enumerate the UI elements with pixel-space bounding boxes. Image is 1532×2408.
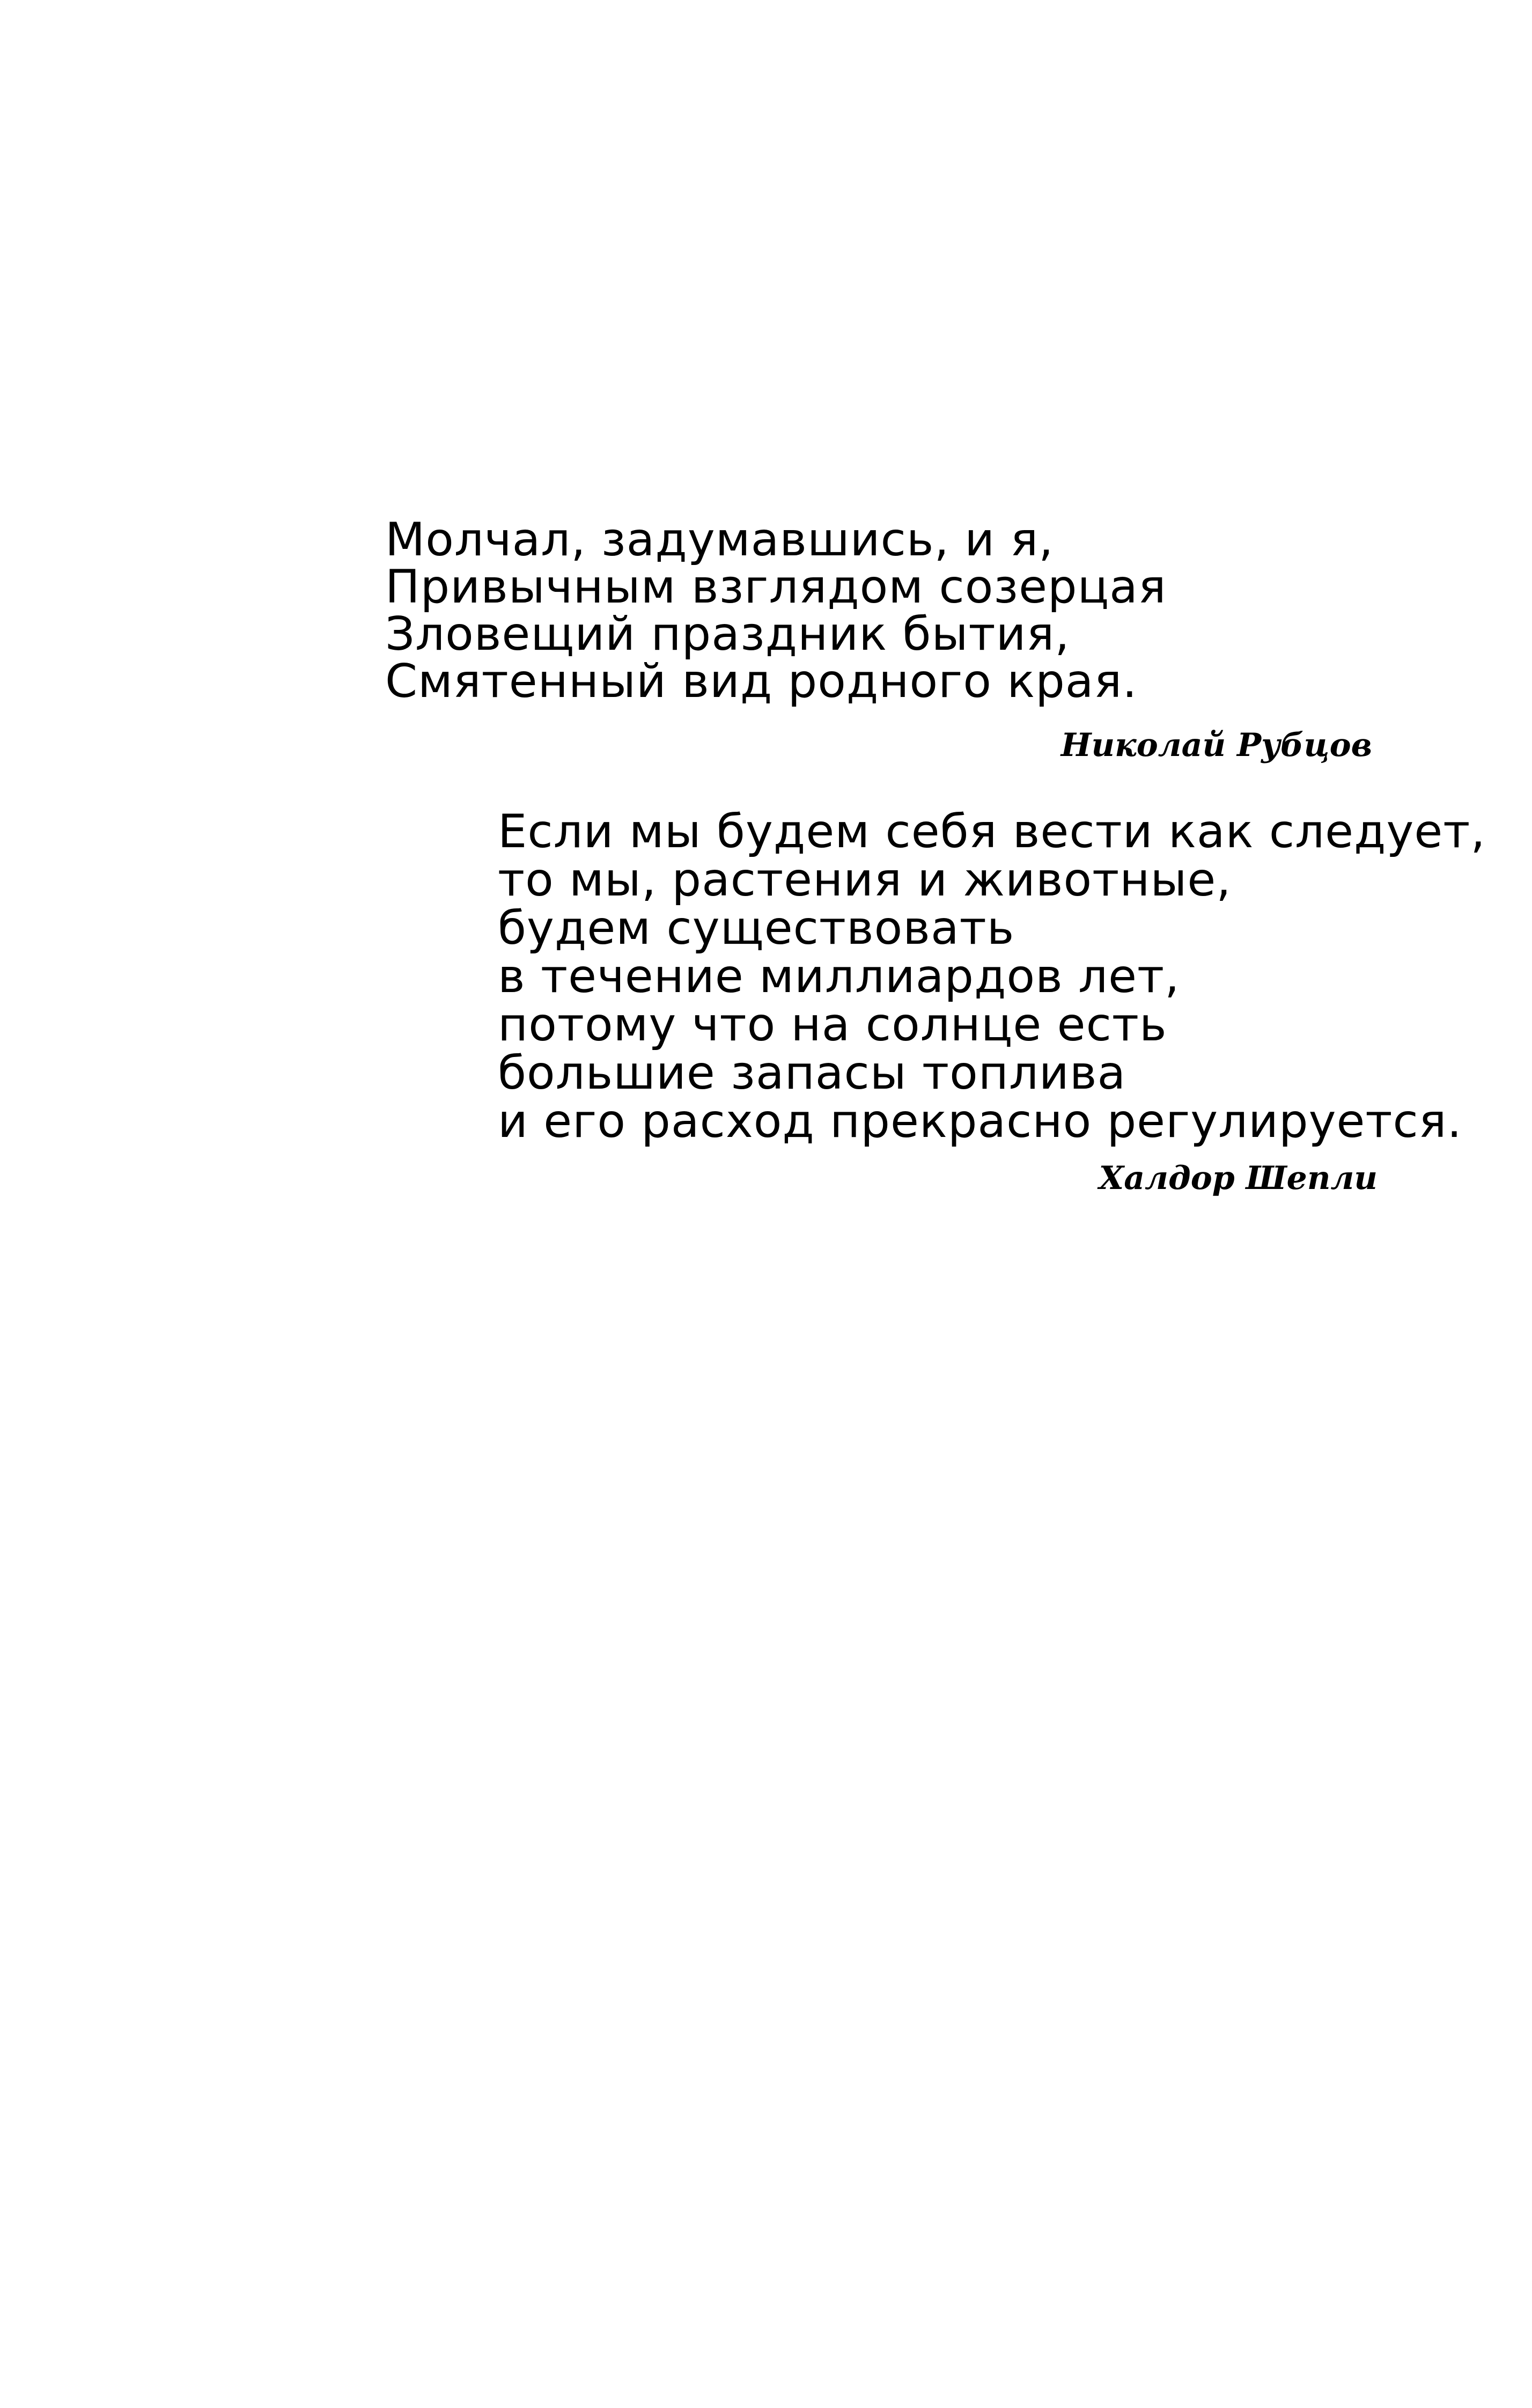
epigraph-author: Халдор Шепли [1099,1159,1378,1197]
epigraph-rubtsov [385,513,1372,764]
verse-line: Зловещий праздник бытия, [385,607,1070,661]
verse-line: Смятенный вид родного края. [385,655,1138,708]
verse-line: в течение миллиардов лет, [498,950,1180,1003]
verse-line: будем существовать [498,901,1015,955]
epigraph-author: Николай Рубцов [1060,726,1372,764]
verse-line: потому что на солнце есть [498,998,1167,1052]
verse-line: Если мы будем себя вести как следует, [498,805,1486,858]
verse-line: и его расход прекрасно регулируется. [498,1095,1462,1148]
epigraph-shapley [498,805,1486,1197]
verse-line: Молчал, задумавшись, и я, [385,513,1054,567]
verse-line: Привычным взглядом созерцая [385,560,1167,614]
verse-line: то мы, растения и животные, [498,853,1232,907]
verse-line: большие запасы топлива [498,1046,1126,1100]
